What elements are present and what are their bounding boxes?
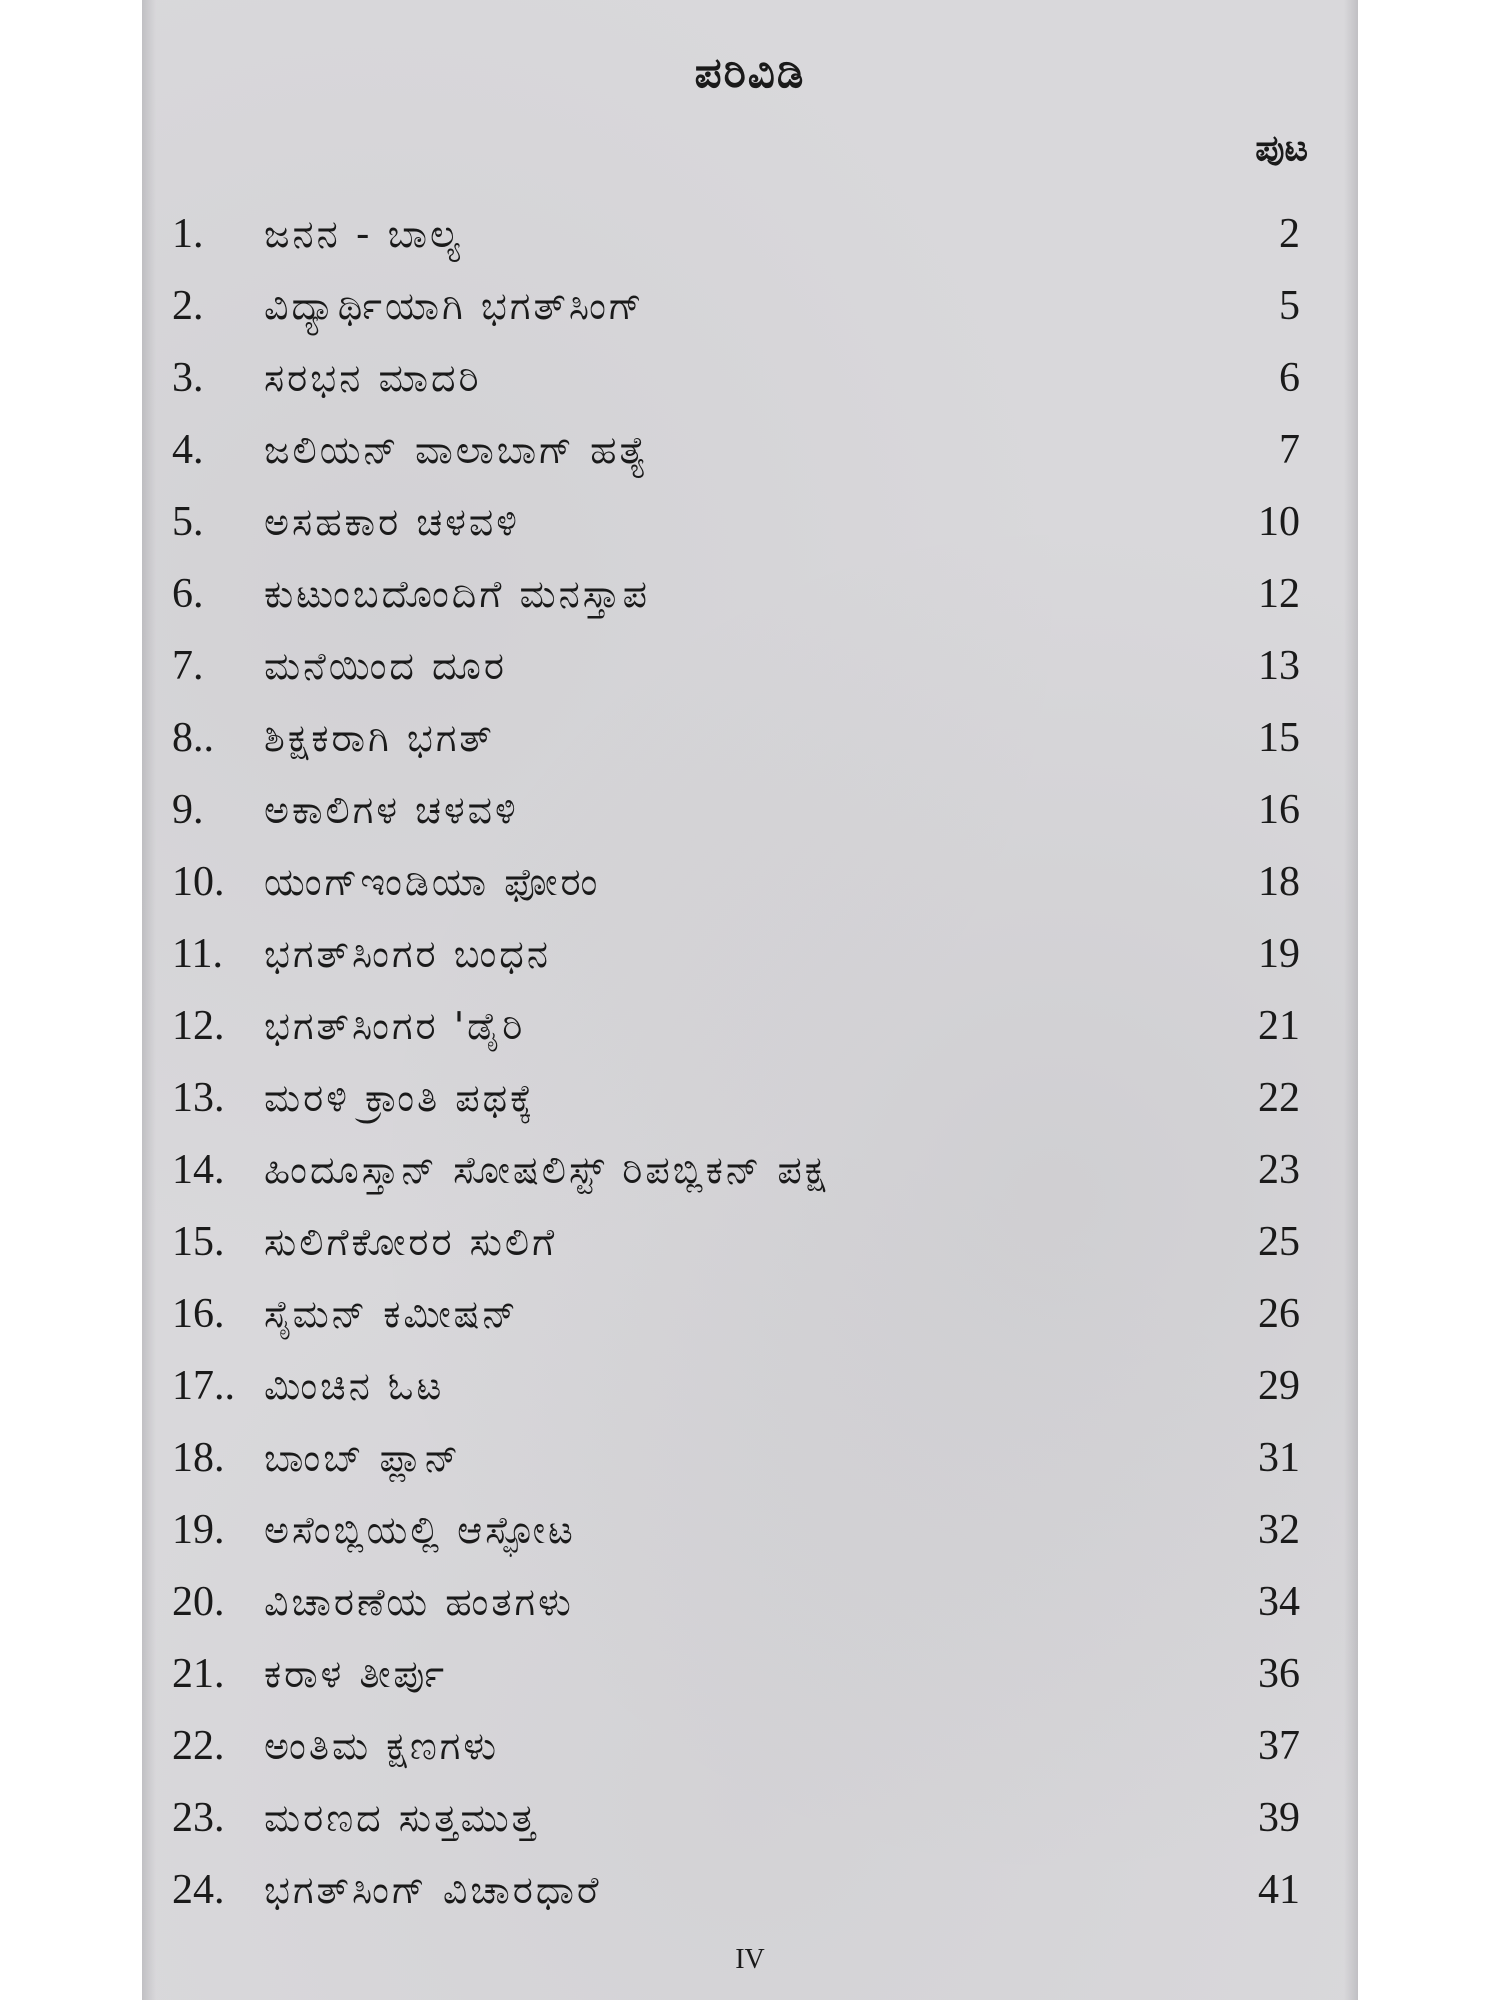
toc-entry-number: 12. [172,1003,225,1049]
toc-entry-page: 37 [1258,1723,1300,1769]
toc-entry-title: ಮನೆಯಿಂದ ದೂರ [264,644,507,688]
toc-entry-page: 6 [1279,355,1300,401]
toc-entry [172,1782,1300,1854]
toc-entry-page: 10 [1258,499,1300,545]
toc-entry [172,702,1300,774]
toc-entry-page: 2 [1279,211,1300,257]
toc-entry-number: 16. [172,1291,225,1337]
toc-entry [172,1062,1300,1134]
page-edge-shadow [142,0,156,2000]
toc-entry-page: 18 [1258,859,1300,905]
toc-entry-number: 5. [172,499,204,545]
toc-entry-number: 22. [172,1723,225,1769]
toc-entry-page: 13 [1258,643,1300,689]
toc-entry [172,1854,1300,1926]
toc-entry-title: ವಿದ್ಯಾರ್ಥಿಯಾಗಿ ಭಗತ್‌ಸಿಂಗ್ [264,284,645,328]
page-number: IV [735,1944,765,1975]
page-edge-shadow [1344,0,1358,2000]
toc-entry-number: 6. [172,571,204,617]
toc-entry-title: ಕುಟುಂಬದೊಂದಿಗೆ ಮನಸ್ತಾಪ [264,572,650,616]
toc-entry-title: ಬಾಂಬ್ ಪ್ಲಾನ್ [264,1436,462,1480]
toc-entry-number: 10. [172,859,225,905]
toc-entry-page: 29 [1258,1363,1300,1409]
toc-entry-title: ಯಂಗ್‌ಇಂಡಿಯಾ ಫೋರಂ [264,860,601,904]
toc-entry-number: 14. [172,1147,225,1193]
toc-entry [172,486,1300,558]
toc-entry [172,1710,1300,1782]
toc-entry-number: 20. [172,1579,225,1625]
toc-entry [172,1638,1300,1710]
toc-entry-number: 19. [172,1507,225,1553]
toc-entry [172,1422,1300,1494]
toc-entry-title: ಅಸಹಕಾರ ಚಳವಳಿ [264,500,520,544]
toc-entry-page: 23 [1258,1147,1300,1193]
toc-entry-page: 25 [1258,1219,1300,1265]
toc-entry-number: 8.. [172,715,214,761]
toc-entry-page: 34 [1258,1579,1300,1625]
toc-entry [172,1566,1300,1638]
toc-entry-number: 21. [172,1651,225,1697]
toc-entry [172,270,1300,342]
toc-entry-number: 18. [172,1435,225,1481]
toc-entry-number: 9. [172,787,204,833]
toc-entry-title: ಭಗತ್‌ಸಿಂಗ್ ವಿಚಾರಧಾರೆ [264,1868,602,1912]
toc-entry-page: 41 [1258,1867,1300,1913]
toc-entry-title: ಅಸೆಂಬ್ಲಿಯಲ್ಲಿ ಆಸ್ಫೋಟ [264,1508,576,1552]
toc-entry-number: 3. [172,355,204,401]
toc-entry-page: 7 [1279,427,1300,473]
toc-entry [172,1278,1300,1350]
toc-entry-page: 39 [1258,1795,1300,1841]
toc-entry-title: ಭಗತ್‌ಸಿಂಗರ 'ಡೈರಿ [264,1004,526,1048]
page-title: ಪರಿವಿಡಿ [694,48,806,97]
toc-entry-page: 36 [1258,1651,1300,1697]
toc-entry [172,342,1300,414]
toc-entry [172,990,1300,1062]
toc-entry-title: ಭಗತ್‌ಸಿಂಗರ ಬಂಧನ [264,932,551,976]
toc-entry [172,774,1300,846]
toc-entry-page: 15 [1258,715,1300,761]
toc-entry-page: 21 [1258,1003,1300,1049]
table-of-contents [172,198,1300,1926]
toc-entry-page: 12 [1258,571,1300,617]
toc-entry [172,414,1300,486]
toc-entry-number: 7. [172,643,204,689]
toc-entry-title: ಸೈಮನ್ ಕಮೀಷನ್ [264,1292,519,1336]
toc-entry [172,1350,1300,1422]
toc-entry [172,198,1300,270]
toc-entry-page: 19 [1258,931,1300,977]
toc-entry [172,1494,1300,1566]
toc-entry-number: 11. [172,931,223,977]
toc-entry-title: ಮರಳಿ ಕ್ರಾಂತಿ ಪಥಕ್ಕೆ [264,1076,536,1120]
toc-entry-title: ಕರಾಳ ತೀರ್ಪು [264,1652,448,1696]
toc-entry [172,918,1300,990]
toc-entry-page: 5 [1279,283,1300,329]
toc-entry-title: ಸರಭನ ಮಾದರಿ [264,356,482,400]
toc-entry-page: 22 [1258,1075,1300,1121]
toc-entry-number: 4. [172,427,204,473]
toc-entry-title: ಶಿಕ್ಷಕರಾಗಿ ಭಗತ್ [264,716,495,760]
toc-entry [172,1206,1300,1278]
toc-entry-title: ಸುಲಿಗೆಕೋರರ ಸುಲಿಗೆ [264,1220,558,1264]
toc-entry-title: ಮಿಂಚಿನ ಓಟ [264,1364,445,1408]
toc-entry [172,630,1300,702]
toc-entry-number: 15. [172,1219,225,1265]
toc-entry [172,1134,1300,1206]
toc-entry-title: ಮರಣದ ಸುತ್ತಮುತ್ತ [264,1796,539,1840]
toc-entry-title: ಅಕಾಲಿಗಳ ಚಳವಳಿ [264,788,519,832]
toc-entry-number: 13. [172,1075,225,1121]
toc-entry-title: ಜನನ - ಬಾಲ್ಯ [264,212,463,256]
page-column-label: ಪುಟ [1255,128,1308,169]
toc-entry-number: 17.. [172,1363,235,1409]
toc-entry-page: 26 [1258,1291,1300,1337]
toc-entry-page: 32 [1258,1507,1300,1553]
toc-entry [172,558,1300,630]
toc-entry-number: 23. [172,1795,225,1841]
toc-entry-page: 31 [1258,1435,1300,1481]
toc-entry-page: 16 [1258,787,1300,833]
book-page [142,0,1358,2000]
toc-entry-title: ಅಂತಿಮ ಕ್ಷಣಗಳು [264,1724,500,1768]
toc-entry-title: ಹಿಂದೂಸ್ತಾನ್ ಸೋಷಲಿಸ್ಟ್ ರಿಪಬ್ಲಿಕನ್ ಪಕ್ಷ [264,1148,829,1192]
toc-entry-number: 2. [172,283,204,329]
toc-entry-title: ವಿಚಾರಣೆಯ ಹಂತಗಳು [264,1580,574,1624]
toc-entry [172,846,1300,918]
toc-entry-title: ಜಲಿಯನ್ ವಾಲಾಬಾಗ್ ಹತ್ಯೆ [264,428,650,472]
toc-entry-number: 24. [172,1867,225,1913]
toc-entry-number: 1. [172,211,204,257]
